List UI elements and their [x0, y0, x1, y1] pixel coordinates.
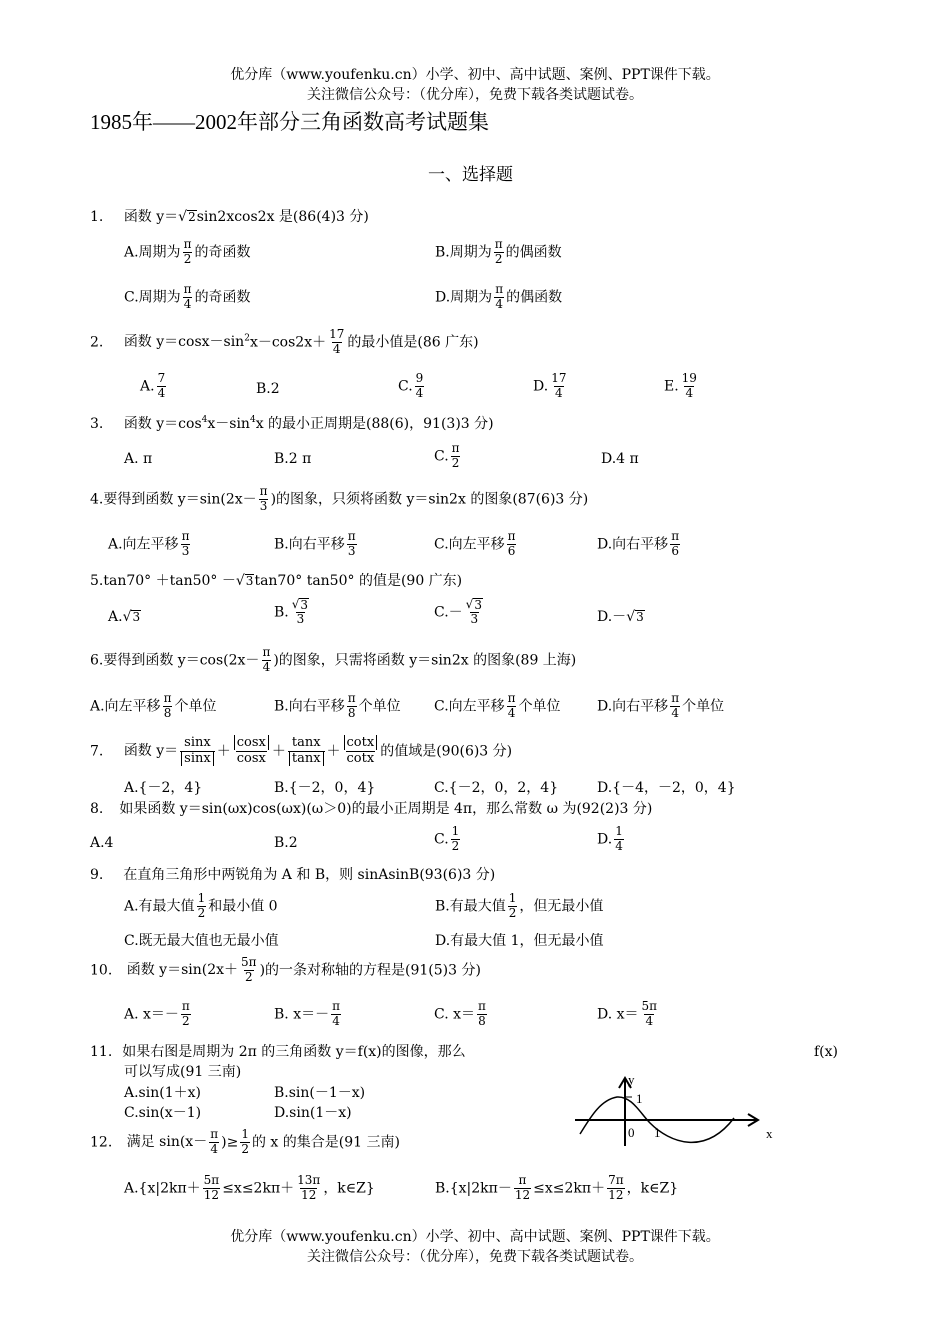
q9-option-c[interactable]: C.既无最大值也无最小值 — [124, 933, 279, 949]
q2-option-c[interactable]: C. $\frac{9}{4}$ — [398, 371, 424, 400]
q9-option-d[interactable]: D.有最大值 1，但无最小值 — [435, 933, 604, 949]
q11-option-a[interactable]: A.sin(1＋x) — [124, 1085, 201, 1101]
q3-option-a[interactable]: A. π — [124, 451, 153, 467]
question-12: 12. 满足 sin(x－ $\frac{\pi}{4}$ )≥ $\frac{1}{2}$ 的 x 的集合是(91 三南) — [90, 1127, 400, 1156]
question-11: 11. 如果右图是周期为 2π 的三角函数 y＝f(x)的图像，那么 — [90, 1044, 466, 1060]
q2-option-d[interactable]: D. $\frac{17}{4}$ — [533, 371, 567, 400]
footer-line-2: 关注微信公众号：（优分库），免费下载各类试题试卷。 — [307, 1249, 643, 1265]
question-10: 10. 函数 y＝sin(2x＋ $\frac{5\pi}{2}$ )的一条对称轴的方程是(91(5)3 分) — [90, 955, 481, 984]
q1-option-b[interactable]: B.周期为 $\frac{\pi}{2}$ 的偶函数 — [435, 237, 562, 266]
q9-option-b[interactable]: B.有最大值 $\frac{1}{2}$ ，但无最小值 — [435, 891, 604, 920]
header-line-2: 关注微信公众号：（优分库），免费下载各类试题试卷。 — [307, 87, 643, 103]
question-4: 4.要得到函数 y＝sin(2x－ $\frac{\pi}{3}$ )的图象，只须将函数 y＝sin2x 的图象(87(6)3 分) — [90, 484, 589, 513]
section-heading: 一、选择题 — [428, 165, 513, 185]
q4-option-a[interactable]: A.向左平移 $\frac{\pi}{3}$ — [108, 529, 190, 558]
q1-pre: 函数 y＝ — [123, 209, 179, 226]
q3-option-c[interactable]: C. $\frac{\pi}{2}$ — [434, 441, 460, 470]
q2-option-b[interactable]: B.2 — [256, 381, 280, 397]
q6-option-c[interactable]: C.向左平移 $\frac{\pi}{4}$ 个单位 — [434, 691, 561, 720]
q9-option-a[interactable]: A.有最大值 $\frac{1}{2}$ 和最小值 0 — [124, 891, 278, 920]
question-1 — [90, 210, 369, 224]
q7-option-d[interactable]: D.{－4，－2，0，4} — [597, 780, 736, 796]
q12-option-a[interactable]: A.{x|2kπ＋ $\frac{5\pi}{12}$ ≤x≤2kπ＋ $\frac{13\pi}{12}$ ，k∈Z} — [124, 1173, 375, 1202]
question-7: 7. 函数 y＝ $\frac{\sin x}{\sin x}$ ＋ $\frac{\cos x}{\cos x}$ ＋ $\frac{\tan x}{\tan x}$ ＋ $\frac{\cot x}{\cot x}$ 的值域是(90(6)3 分) — [90, 735, 513, 766]
q1-option-c[interactable]: C.周期为 $\frac{\pi}{4}$ 的奇函数 — [124, 282, 251, 311]
question-8: 8. 如果函数 y＝sin(ωx)cos(ωx)(ω＞0)的最小正周期是 4π，那么常数 ω 为(92(2)3 分) — [90, 801, 653, 817]
question-2: 2. 函数 $y=\cos x-\sin^2x-\cos 2x+$ $\frac{17}{4}$ 的最小值是(86 广东) — [90, 327, 479, 356]
q4-option-d[interactable]: D.向右平移 $\frac{\pi}{6}$ — [597, 529, 680, 558]
graph-x-label: x — [766, 1126, 773, 1141]
q12-option-b[interactable]: B.{x|2kπ－ $\frac{\pi}{12}$ ≤x≤2kπ＋ $\frac{7\pi}{12}$ ，k∈Z} — [435, 1173, 679, 1202]
q10-option-a[interactable]: A. x＝－ $\frac{\pi}{2}$ — [124, 999, 190, 1028]
q10-option-b[interactable]: B. x＝－ $\frac{\pi}{4}$ — [274, 999, 340, 1028]
q4-option-b[interactable]: B.向右平移 $\frac{\pi}{3}$ — [274, 529, 356, 558]
q6-option-b[interactable]: B.向右平移 $\frac{\pi}{8}$ 个单位 — [274, 691, 401, 720]
q2-option-e[interactable]: E. $\frac{19}{4}$ — [664, 371, 697, 400]
q11-option-c[interactable]: C.sin(x－1) — [124, 1105, 202, 1121]
q8-option-c[interactable]: C. $\frac{1}{2}$ — [434, 824, 460, 853]
page-title: 1985年——2002年部分三角函数高考试题集 — [90, 110, 489, 134]
graph-zero: 0 — [628, 1125, 635, 1140]
q5-option-c[interactable]: C.－ √ 3 3 — [434, 597, 482, 627]
q11-sine-graph — [570, 1068, 790, 1148]
q5-option-b[interactable]: B. √ 3 3 — [274, 597, 309, 627]
q11-text-2: 可以写成(91 三南) — [124, 1064, 242, 1080]
q10-option-d[interactable]: D. x＝ $\frac{5\pi}{4}$ — [597, 999, 658, 1028]
sqrt-2: √ 2 — [178, 209, 196, 226]
q8-option-a[interactable]: A.4 — [90, 835, 114, 851]
q10-option-c[interactable]: C. x＝ $\frac{\pi}{8}$ — [434, 999, 486, 1028]
q3-option-d[interactable]: D.4 π — [601, 451, 639, 467]
q1-number: 1. — [90, 209, 104, 226]
q5-option-d[interactable]: D.－ √ 3 — [597, 609, 644, 626]
q2-option-a[interactable]: A. $\frac{7}{4}$ — [140, 371, 166, 400]
header-line-1: 优分库（www.youfenku.cn）小学、初中、高中试题、案例、PPT课件下载。 — [230, 67, 720, 83]
question-9: 9. 在直角三角形中两锐角为 A 和 B，则 sinAsinB(93(6)3 分) — [90, 867, 496, 883]
question-5: 5.tan70° ＋tan50° － √ 3 tan70° tan50° 的值是(90 广东) — [90, 573, 463, 590]
q6-option-d[interactable]: D.向右平移 $\frac{\pi}{4}$ 个单位 — [597, 691, 725, 720]
q3-option-b[interactable]: B.2 π — [274, 451, 312, 467]
q7-option-c[interactable]: C.{－2，0，2，4} — [434, 780, 559, 796]
q1-post: sin2xcos2x 是(86(4)3 分) — [196, 209, 369, 226]
q1-option-a[interactable]: A.周期为 $\frac{\pi}{2}$ 的奇函数 — [124, 237, 251, 266]
graph-one-x: 1 — [654, 1125, 661, 1140]
q1-option-d[interactable]: D.周期为 $\frac{\pi}{4}$ 的偶函数 — [435, 282, 563, 311]
q11-fx-label: f(x) — [814, 1044, 839, 1060]
question-6: 6.要得到函数 y＝cos(2x－ $\frac{\pi}{4}$ )的图象，只需将函数 y＝sin2x 的图象(89 上海) — [90, 645, 577, 674]
graph-y-label: y — [628, 1072, 635, 1087]
q11-option-b[interactable]: B.sin(－1－x) — [274, 1085, 366, 1101]
q7-option-b[interactable]: B.{－2，0，4} — [274, 780, 376, 796]
q11-option-d[interactable]: D.sin(1－x) — [274, 1105, 352, 1121]
footer-line-1: 优分库（www.youfenku.cn）小学、初中、高中试题、案例、PPT课件下载。 — [230, 1229, 720, 1245]
q7-option-a[interactable]: A.{－2，4} — [124, 780, 203, 796]
q8-option-b[interactable]: B.2 — [274, 835, 298, 851]
graph-one-y: 1 — [636, 1091, 643, 1106]
q5-option-a[interactable]: A. √ 3 — [108, 609, 141, 626]
question-3: 3. 函数 $y=\cos^4x-\sin^4x$ 的最小正周期是(88(6)，91(3)3 分) — [90, 415, 494, 432]
q4-option-c[interactable]: C.向左平移 $\frac{\pi}{6}$ — [434, 529, 516, 558]
q8-option-d[interactable]: D. $\frac{1}{4}$ — [597, 824, 623, 853]
q6-option-a[interactable]: A.向左平移 $\frac{\pi}{8}$ 个单位 — [90, 691, 217, 720]
